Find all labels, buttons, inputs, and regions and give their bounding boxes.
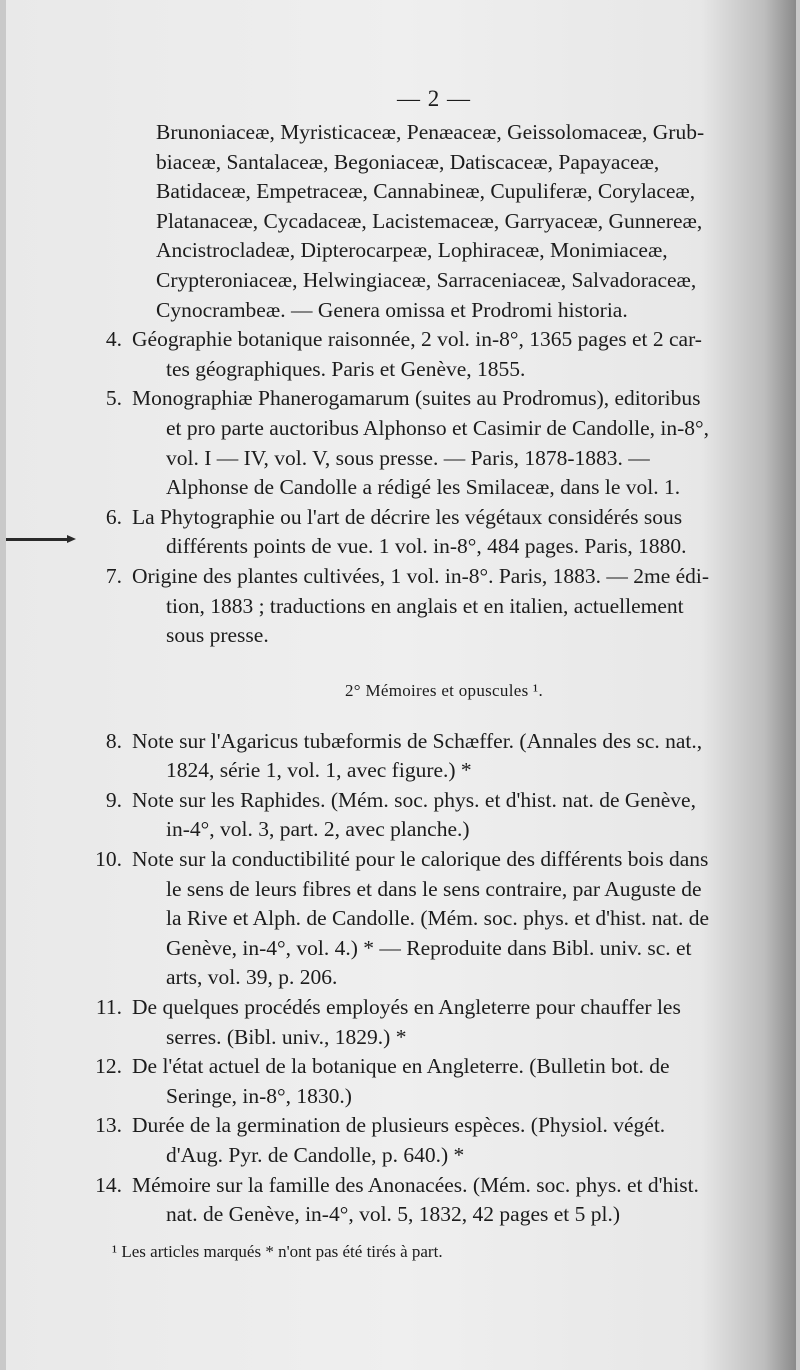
text-line: in-4°, vol. 3, part. 2, avec planche.) — [166, 817, 470, 842]
text-line: Genève, in-4°, vol. 4.) * — Reproduite dans Bibl. univ. sc. et — [166, 935, 692, 960]
text-line: Batidaceæ, Empetraceæ, Cannabineæ, Cupuliferæ, Corylaceæ, — [156, 179, 696, 204]
text-column — [74, 86, 774, 1262]
list-item — [74, 1052, 774, 1111]
text-line: Ancistrocladeæ, Dipterocarpeæ, Lophiraceæ, Monimiaceæ, — [156, 238, 668, 263]
text-line: vol. I — IV, vol. V, sous presse. — Paris, 1878-1883. — — [166, 445, 650, 470]
text-line: Mémoire sur la famille des Anonacées. (Mém. soc. phys. et d'hist. — [132, 1172, 699, 1197]
list-item — [74, 786, 774, 845]
text-line: De l'état actuel de la botanique en Angleterre. (Bulletin bot. de — [132, 1054, 670, 1079]
text-line: Seringe, in-8°, 1830.) — [166, 1083, 352, 1108]
text-line: tes géographiques. Paris et Genève, 1855. — [166, 356, 526, 381]
item-number: 8. — [105, 728, 122, 753]
text-line: Note sur l'Agaricus tubæformis de Schæffer. (Annales des sc. nat., — [132, 728, 703, 753]
item-number: 14. — [95, 1172, 122, 1197]
item-number: 7. — [105, 563, 122, 588]
text-line: et pro parte auctoribus Alphonso et Casimir de Candolle, in-8°, — [166, 415, 710, 440]
list-item — [74, 503, 774, 562]
text-line: Durée de la germination de plusieurs espèces. (Physiol. végét. — [132, 1113, 666, 1138]
scanned-page — [6, 0, 796, 1370]
text-line: Platanaceæ, Cycadaceæ, Lacistemaceæ, Garryaceæ, Gunnereæ, — [156, 208, 703, 233]
text-line: arts, vol. 39, p. 206. — [166, 965, 338, 990]
list-item — [74, 727, 774, 786]
text-line: De quelques procédés employés en Angleterre pour chauffer les — [132, 995, 681, 1020]
text-line: 1824, série 1, vol. 1, avec figure.) * — [166, 758, 472, 783]
text-line: nat. de Genève, in-4°, vol. 5, 1832, 42 pages et 5 pl.) — [166, 1202, 621, 1227]
item-number: 12. — [95, 1054, 122, 1079]
text-line: différents points de vue. 1 vol. in-8°, 484 pages. Paris, 1880. — [166, 534, 687, 559]
text-line: Note sur les Raphides. (Mém. soc. phys. et d'hist. nat. de Genève, — [132, 787, 696, 812]
text-line: Brunoniaceæ, Myristicaceæ, Penæaceæ, Geissolomaceæ, Grub- — [156, 120, 705, 144]
text-line: Géographie botanique raisonnée, 2 vol. in-8°, 1365 pages et 2 car- — [132, 327, 702, 352]
text-line: Cynocrambeæ. — Genera omissa et Prodromi historia. — [156, 297, 628, 322]
text-line: biaceæ, Santalaceæ, Begoniaceæ, Datiscaceæ, Papayaceæ, — [156, 149, 660, 174]
text-line: tion, 1883 ; traductions en anglais et en italien, actuellement — [166, 593, 684, 618]
text-line: la Rive et Alph. de Candolle. (Mém. soc. phys. et d'hist. nat. de — [166, 906, 710, 931]
section-heading: 2° Mémoires et opuscules ¹. — [345, 680, 543, 700]
item-number: 5. — [105, 386, 122, 411]
text-line: d'Aug. Pyr. de Candolle, p. 640.) * — [166, 1143, 465, 1167]
text-line: Origine des plantes cultivées, 1 vol. in-8°. Paris, 1883. — 2me édi- — [132, 563, 710, 588]
list-item — [74, 384, 774, 502]
footnote: ¹ Les articles marqués * n'ont pas été tirés à part. — [112, 1241, 443, 1261]
margin-arrow-mark — [6, 538, 68, 541]
item-number: 4. — [105, 327, 122, 352]
list-item — [74, 845, 774, 993]
list-item — [74, 1111, 774, 1170]
item-number: 10. — [95, 847, 122, 872]
list-item — [74, 562, 774, 651]
text-line: La Phytographie ou l'art de décrire les végétaux considérés sous — [132, 504, 683, 529]
text-line: serres. (Bibl. univ., 1829.) * — [166, 1024, 407, 1049]
item-number: 6. — [105, 504, 122, 529]
continued-text — [74, 118, 774, 325]
list-item — [74, 325, 774, 384]
text-line: Monographiæ Phanerogamarum (suites au Prodromus), editoribus — [132, 386, 701, 411]
text-line: Crypteroniaceæ, Helwingiaceæ, Sarraceniaceæ, Salvadoraceæ, — [156, 267, 697, 292]
text-line: sous presse. — [166, 623, 269, 648]
text-line: Alphonse de Candolle a rédigé les Smilaceæ, dans le vol. 1. — [166, 475, 681, 500]
item-number: 9. — [105, 787, 122, 812]
text-line: Note sur la conductibilité pour le calorique des différents bois dans — [132, 847, 709, 872]
page-number: — 2 — — [397, 86, 471, 111]
item-number: 13. — [95, 1113, 122, 1138]
text-line: le sens de leurs fibres et dans le sens contraire, par Auguste de — [166, 876, 702, 901]
list-item — [74, 993, 774, 1052]
item-number: 11. — [95, 995, 122, 1020]
list-item — [74, 1171, 774, 1230]
